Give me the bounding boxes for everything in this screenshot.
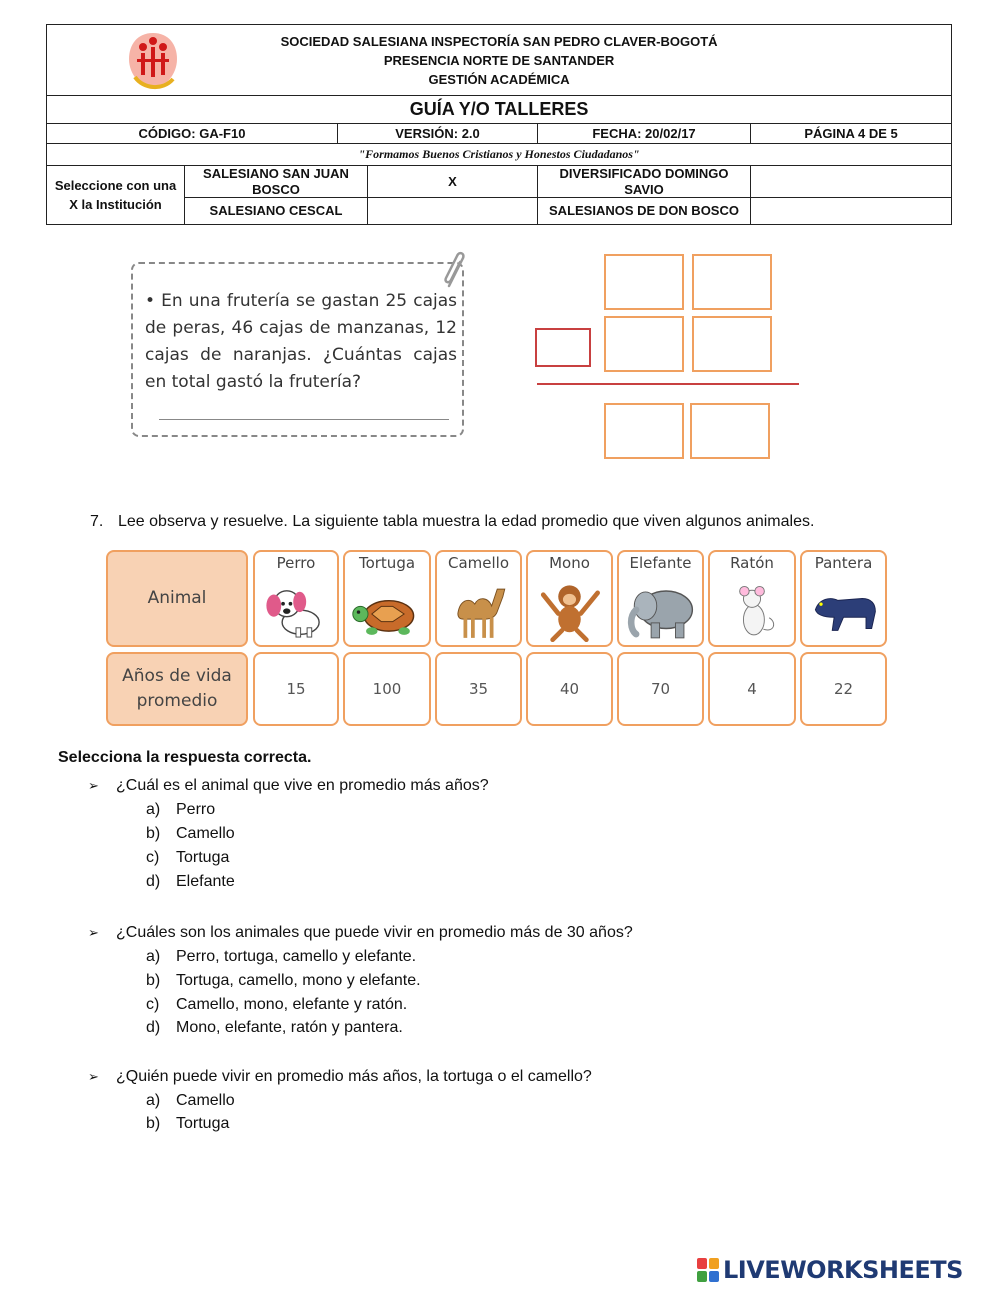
animal-name: Ratón: [730, 554, 774, 572]
animal-cell-mono: [526, 550, 613, 647]
select-correct-title: Selecciona la respuesta correcta.: [58, 749, 312, 766]
question-number: 7.: [90, 513, 104, 530]
answer-option[interactable]: [146, 996, 407, 1014]
question-7-text: Lee observa y resuelve. La siguiente tabla muestra la edad promedio que viven algunos animales.: [118, 513, 815, 530]
option-text: Camello, mono, elefante y ratón.: [176, 996, 408, 1013]
document-title: GUÍA Y/O TALLERES: [47, 96, 952, 124]
option-text: Tortuga, camello, mono y elefante.: [176, 972, 421, 989]
institution-line-3: GESTIÓN ACADÉMICA: [428, 71, 570, 87]
liveworksheets-logo-icon: [697, 1258, 719, 1282]
years-cell: 100: [343, 652, 431, 726]
paperclip-icon: [441, 250, 471, 290]
animal-name: Camello: [447, 554, 510, 572]
mouse-icon: [714, 576, 790, 643]
animal-cell-perro: [253, 550, 339, 647]
result-units-box[interactable]: [690, 403, 770, 459]
arrow-bullet-icon: ➢: [88, 1069, 99, 1084]
sum-line: [537, 383, 799, 385]
animal-name: Tortuga: [358, 554, 416, 572]
option-text: Perro, tortuga, camello y elefante.: [176, 948, 417, 965]
liveworksheets-brand: [697, 1256, 993, 1284]
elephant-icon: [623, 576, 698, 642]
animal-cell-pantera: [800, 550, 887, 647]
select-institution-label: Seleccione con una X la Institución: [47, 166, 185, 225]
option-text: Mono, elefante, ratón y pantera.: [176, 1019, 403, 1036]
arrow-bullet-icon: ➢: [88, 778, 99, 793]
institution-line-1: SOCIEDAD SALESIANA INSPECTORÍA SAN PEDRO CLAVER-BOGOTÁ: [280, 33, 718, 49]
animal-name: Mono: [549, 554, 590, 572]
answer-option[interactable]: [146, 948, 416, 966]
option-letter: a): [146, 948, 161, 965]
years-cell: 15: [253, 652, 339, 726]
option-letter: b): [146, 1115, 161, 1132]
answer-option[interactable]: [146, 825, 235, 843]
animal-cell-elefante: [617, 550, 704, 647]
answer-option[interactable]: [146, 801, 215, 819]
animal-cell-tortuga: [343, 550, 431, 647]
version-cell: VERSIÓN: 2.0: [338, 124, 538, 144]
option-text: Perro: [176, 801, 216, 818]
answer-option[interactable]: [146, 849, 229, 867]
turtle-icon: [349, 576, 425, 643]
option-letter: c): [146, 996, 160, 1013]
option-letter: a): [146, 801, 161, 818]
option-letter: b): [146, 825, 161, 842]
institution-line-2: PRESENCIA NORTE DE SANTANDER: [383, 52, 615, 68]
motto: "Formamos Buenos Cristianos y Honestos Ciudadanos": [47, 144, 952, 166]
carry-box[interactable]: [535, 328, 591, 367]
option-letter: d): [146, 1019, 161, 1036]
code-cell: CÓDIGO: GA-F10: [47, 124, 338, 144]
answer-option[interactable]: [146, 1115, 229, 1133]
problem-text: • En una frutería se gastan 25 cajas de peras, 46 cajas de manzanas, 12 cajas de naranjas. ¿Cuántas cajas en total gastó la frutería?: [145, 291, 457, 392]
answer-option[interactable]: [146, 972, 421, 990]
answer-option[interactable]: [146, 873, 235, 891]
units-box-2[interactable]: [692, 316, 772, 372]
years-cell: 4: [708, 652, 796, 726]
row-header-years-label: Años de vida promedio: [122, 666, 232, 711]
units-box-1[interactable]: [692, 254, 772, 310]
answer-option[interactable]: [146, 1019, 403, 1037]
page-cell: PÁGINA 4 DE 5: [751, 124, 952, 144]
panther-icon: [806, 576, 881, 642]
tens-box-1[interactable]: [604, 254, 684, 310]
row-header-years: [106, 652, 248, 726]
question-text: ¿Cuál es el animal que vive en promedio más años?: [116, 777, 489, 794]
option-letter: a): [146, 1092, 161, 1109]
years-cell: 70: [617, 652, 704, 726]
salesian-logo-icon: [123, 29, 183, 93]
question-text: ¿Cuáles son los animales que puede vivir en promedio más de 30 años?: [116, 924, 633, 941]
animal-name: Perro: [276, 554, 316, 572]
years-cell: 35: [435, 652, 522, 726]
option-mark[interactable]: [751, 166, 952, 198]
date-cell: FECHA: 20/02/17: [538, 124, 751, 144]
option-name: DIVERSIFICADO DOMINGO SAVIO: [538, 166, 751, 198]
result-tens-box[interactable]: [604, 403, 684, 459]
camel-icon: [441, 576, 516, 642]
dog-icon: [259, 576, 333, 641]
tens-box-2[interactable]: [604, 316, 684, 372]
option-letter: b): [146, 972, 161, 989]
option-name: SALESIANOS DE DON BOSCO: [538, 198, 751, 225]
arrow-bullet-icon: ➢: [88, 925, 99, 940]
option-text: Tortuga: [176, 849, 230, 866]
question-item: [88, 1068, 592, 1086]
question-7: [90, 513, 814, 531]
row-header-animal: [106, 550, 248, 647]
institution-cell: [47, 25, 952, 96]
option-mark[interactable]: X: [368, 166, 538, 198]
question-item: [88, 924, 633, 942]
answer-option[interactable]: [146, 1092, 235, 1110]
brand-wordmark: LIVEWORKSHEETS: [723, 1256, 963, 1284]
answer-line[interactable]: [159, 419, 449, 420]
monkey-icon: [532, 576, 607, 642]
option-text: Camello: [176, 825, 235, 842]
question-text: ¿Quién puede vivir en promedio más años, la tortuga o el camello?: [116, 1068, 592, 1085]
option-text: Tortuga: [176, 1115, 230, 1132]
problem-card: [131, 262, 464, 437]
animal-cell-camello: [435, 550, 522, 647]
option-letter: d): [146, 873, 161, 890]
option-mark[interactable]: [751, 198, 952, 225]
years-cell: 22: [800, 652, 887, 726]
option-letter: c): [146, 849, 160, 866]
option-text: Camello: [176, 1092, 235, 1109]
header-table: [46, 24, 952, 225]
years-cell: 40: [526, 652, 613, 726]
animal-name: Pantera: [814, 554, 873, 572]
animal-name: Elefante: [629, 554, 692, 572]
question-item: [88, 777, 489, 795]
option-text: Elefante: [176, 873, 235, 890]
row-header-animal-label: Animal: [147, 588, 207, 608]
option-name: SALESIANO SAN JUAN BOSCO: [185, 166, 368, 198]
option-name: SALESIANO CESCAL: [185, 198, 368, 225]
animal-cell-raton: [708, 550, 796, 647]
option-mark[interactable]: [368, 198, 538, 225]
